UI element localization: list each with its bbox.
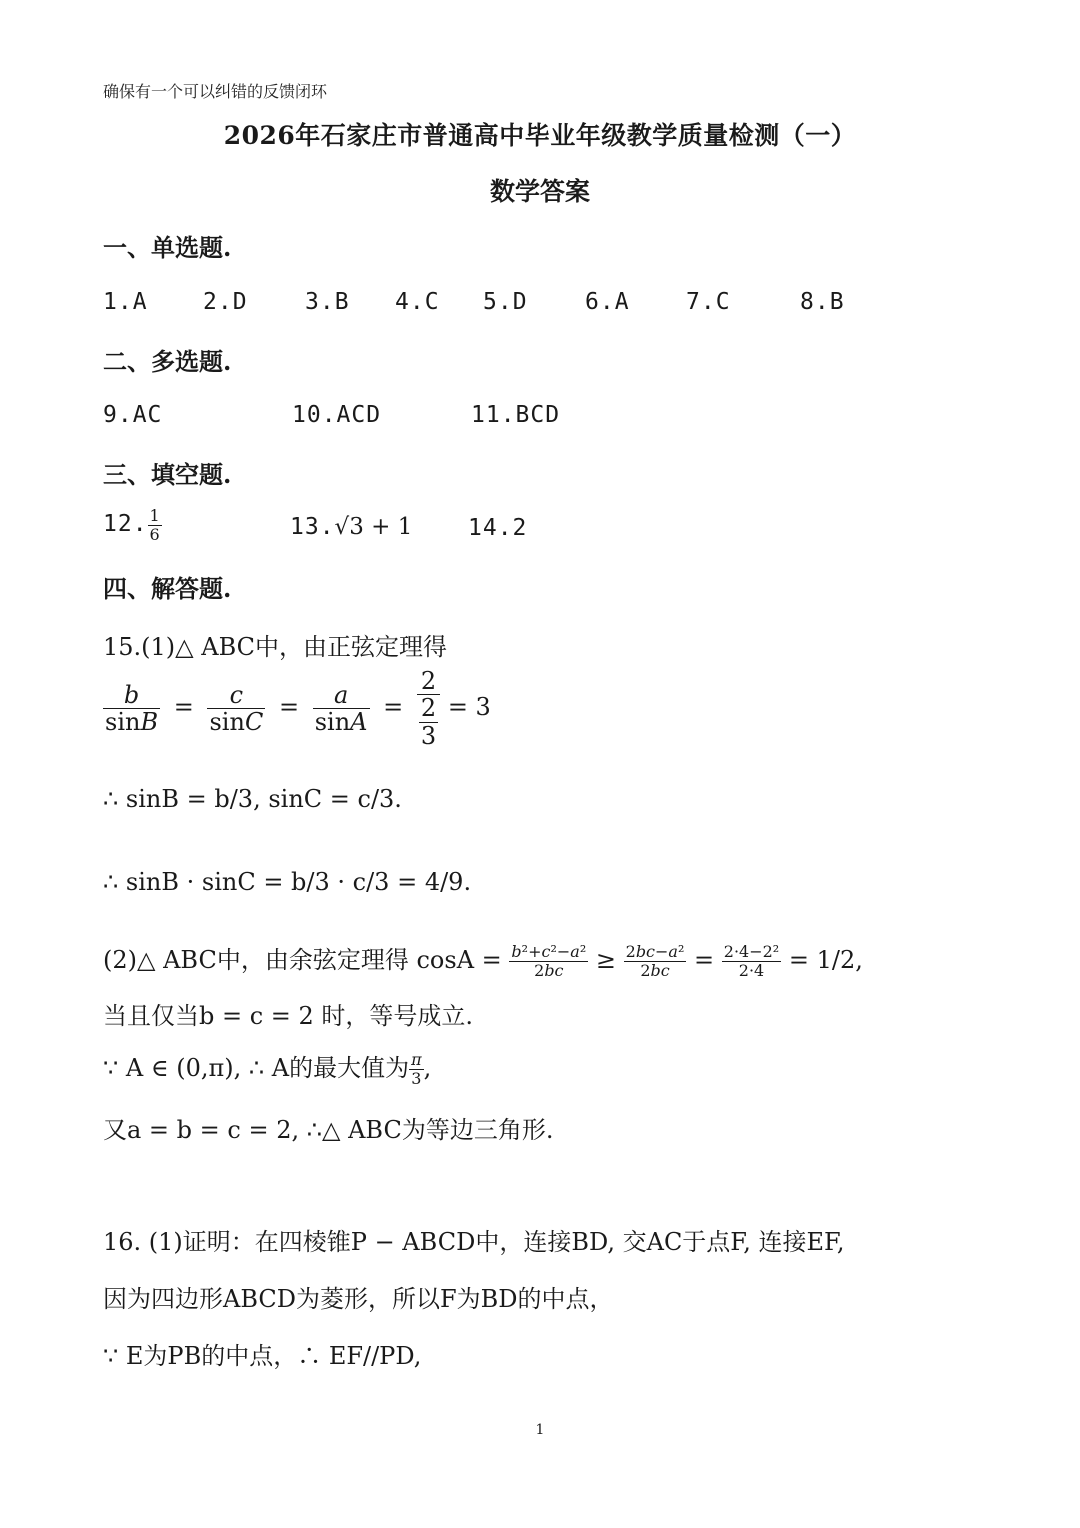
- cos-fraction-3: $\frac{\text{2·4−2²}}{2\cdot 4}$: [723, 942, 780, 980]
- q16-line1: 16. (1)证明：在四棱锥P − ABCD中，连接BD, 交AC于点F, 连接EF,: [103, 1228, 845, 1256]
- q15-part2: (2)△ ABC中，由余弦定理得 cosA = $\frac{\text{b²+c²−a²}}{2bc}$ ≥ $\frac{\text{2bc−a²}}{2bc}$ = $\frac{\text{2·4−2²}}{2\cdot 4}$ = 1/2,: [103, 942, 863, 980]
- q16-line3: ∵ E为PB的中点，∴ EF//PD,: [103, 1342, 422, 1370]
- cos-fraction-1: $\frac{\text{b²+c²−a²}}{2bc}$: [511, 942, 587, 980]
- page-subtitle: 数学答案: [489, 177, 590, 206]
- answer-12-fraction: [148, 507, 162, 543]
- answer-3: 3.B: [305, 289, 350, 315]
- answer-9: 9.AC: [103, 402, 163, 428]
- answer-1: 1.A: [103, 289, 148, 315]
- answer-13-label: 13.: [290, 514, 335, 540]
- q15-max-den: 3: [409, 1069, 424, 1088]
- answer-13: [290, 514, 412, 540]
- answer-5: 5.D: [483, 289, 528, 315]
- cos-fraction-2: $\frac{\text{2bc−a²}}{2bc}$: [625, 942, 685, 980]
- answer-6: 6.A: [585, 289, 630, 315]
- ratio-c-over-sinC: $\frac{c}{\sin C}$: [209, 680, 264, 737]
- q15-part2-result: 1/2,: [816, 946, 863, 974]
- answer-14: 14.2: [468, 515, 528, 541]
- ratio-a-over-sinA: $\frac{a}{\sin A}$: [314, 680, 368, 737]
- answer-12-numerator: 1: [149, 506, 160, 525]
- answer-7: 7.C: [686, 289, 731, 315]
- q15-sine-ratio-equation: $\frac{b}{\sin B}$ = $\frac{c}{\sin C}$ = $\frac{a}{\sin A}$ = $\frac{2}{\frac{2}{3}}$ = 3: [105, 667, 491, 750]
- answer-8: 8.B: [800, 289, 845, 315]
- q15-equality: 当且仅当b = c = 2 时，等号成立.: [103, 1002, 474, 1030]
- section-solution-heading: 四、解答题.: [103, 574, 232, 603]
- page-number: 1: [535, 1422, 545, 1438]
- ratio-b-over-sinB: $\frac{b}{\sin B}$: [105, 680, 159, 737]
- header-note: 确保有一个可以纠错的反馈闭环: [103, 82, 328, 101]
- q15-max-num: π: [411, 1050, 422, 1070]
- answer-12-label: 12.: [103, 511, 148, 538]
- answer-2: 2.D: [203, 289, 248, 315]
- q15-sin-line: ∴ sinB = b/3, sinC = c/3.: [103, 785, 402, 813]
- q15-product-line: ∴ sinB · sinC = b/3 · c/3 = 4/9.: [103, 868, 472, 896]
- q15-intro: 15.(1)△ ABC中，由正弦定理得: [103, 633, 448, 661]
- answer-12-denominator: 6: [149, 524, 160, 544]
- q16-line2: 因为四边形ABCD为菱形，所以F为BD的中点，: [103, 1285, 614, 1313]
- ratio-result: = 3: [447, 693, 491, 722]
- answer-12: [103, 507, 162, 543]
- page-title: 2026年石家庄市普通高中毕业年级教学质量检测（一）: [223, 121, 857, 150]
- q15-part2-prefix: (2)△ ABC中，由余弦定理得 cosA =: [103, 946, 502, 974]
- q15-max-fraction: [409, 1051, 424, 1087]
- section-multi-choice-heading: 二、多选题.: [103, 347, 232, 376]
- answer-10: 10.ACD: [292, 402, 382, 428]
- q15-max-text: ∵ A ∈ (0,π), ∴ A的最大值为: [103, 1054, 410, 1082]
- section-fill-blank-heading: 三、填空题.: [103, 460, 232, 489]
- answer-4: 4.C: [395, 289, 440, 315]
- q15-max-line: ∵ A ∈ (0,π), ∴ A的最大值为 $\frac{\pi}{3}$ ,: [103, 1050, 432, 1088]
- answer-11: 11.BCD: [471, 402, 561, 428]
- section-single-choice-heading: 一、单选题.: [103, 233, 232, 262]
- ratio-2-over-two-thirds: $\frac{2}{\frac{2}{3}}$: [417, 668, 440, 749]
- q15-conclusion: 又a = b = c = 2, ∴△ ABC为等边三角形.: [103, 1116, 554, 1144]
- answer-13-value: √3 + 1: [334, 514, 413, 540]
